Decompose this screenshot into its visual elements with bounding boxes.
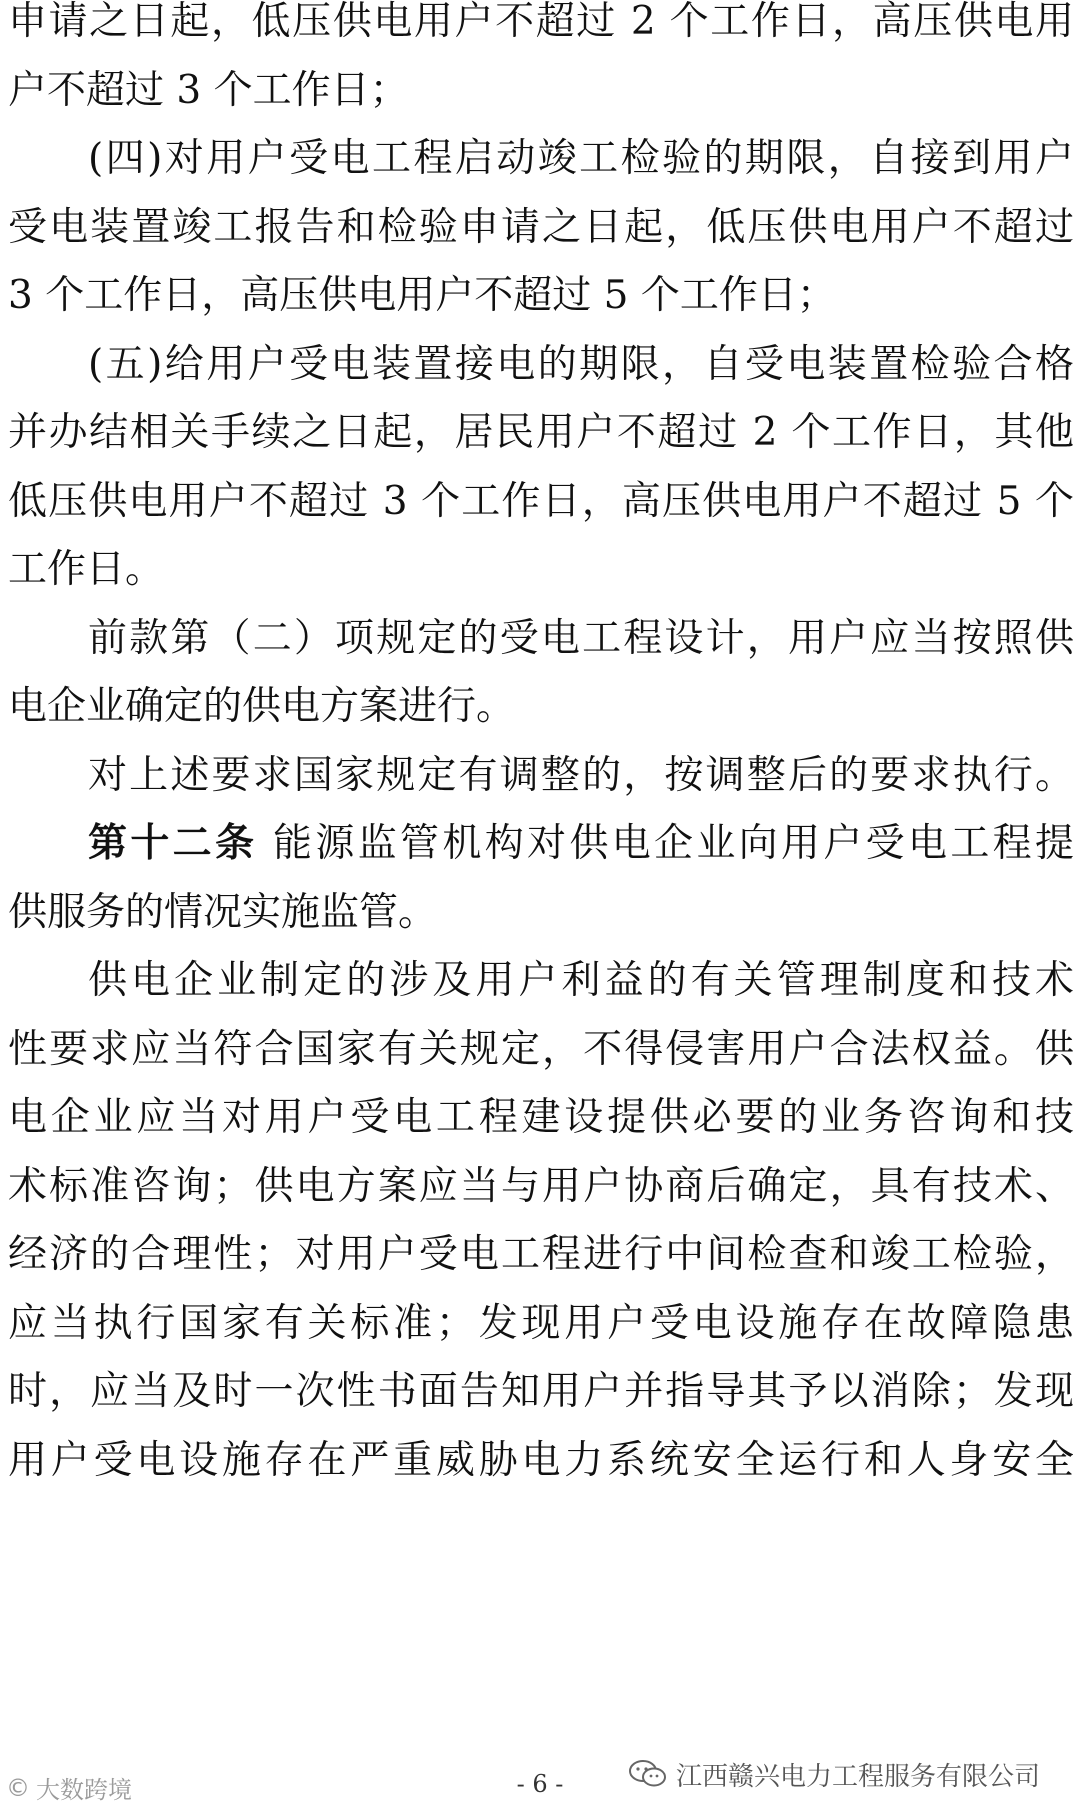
page-number: - 6 - [516, 1770, 564, 1798]
line-text: 电企业确定的供电方案进行。 [8, 684, 516, 729]
line-text: 术标准咨询；供电方案应当与用户协商后确定，具有技术、 [8, 1163, 1074, 1209]
line-text: 应当执行国家有关标准；发现用户受电设施存在故障隐患 [8, 1300, 1074, 1346]
line-text: 能源监管机构对供电企业向用户受电工程提 [257, 821, 1074, 866]
line-text: 对上述要求国家规定有调整的，按调整后的要求执行。 [88, 752, 1074, 798]
line-text: 供服务的情况实施监管。 [8, 889, 438, 935]
line-text: 并办结相关手续之日起，居民用户不超过 2 个工作日，其他 [8, 410, 1074, 455]
line-text: 用户受电设施存在严重威胁电力系统安全运行和人身安全 [8, 1437, 1074, 1483]
line-text: 工作日。 [8, 547, 165, 592]
line-text: 申请之日起，低压供电用户不超过 2 个工作日，高压供电用 [8, 0, 1074, 44]
copyright-icon: © [6, 1773, 30, 1802]
line-text: (四)对用户受电工程启动竣工检验的期限，自接到用户 [88, 136, 1074, 181]
wechat-watermark [628, 1752, 1040, 1796]
article-heading: 第十二条 [88, 821, 258, 866]
line-text: (五)给用户受电装置接电的期限，自受电装置检验合格 [88, 341, 1074, 387]
corner-logo-text: 大数跨境 [36, 1776, 132, 1804]
line-text: 户不超过 3 个工作日； [8, 67, 409, 113]
line-text: 经济的合理性；对用户受电工程进行中间检查和竣工检验， [8, 1232, 1074, 1277]
wechat-icon [628, 1758, 668, 1790]
watermark-text: 江西赣兴电力工程服务有限公司 [675, 1761, 1040, 1792]
line-text: 时，应当及时一次性书面告知用户并指导其予以消除；发现 [8, 1369, 1074, 1414]
line-text: 电企业应当对用户受电工程建设提供必要的业务咨询和技 [8, 1095, 1074, 1140]
line-text: 性要求应当符合国家有关规定，不得侵害用户合法权益。供 [8, 1026, 1074, 1072]
line-text: 供电企业制定的涉及用户利益的有关管理制度和技术 [88, 958, 1074, 1003]
line-text: 受电装置竣工报告和检验申请之日起，低压供电用户不超过 [8, 204, 1074, 250]
line-text: 前款第（二）项规定的受电工程设计，用户应当按照供 [88, 615, 1074, 661]
line-text: 低压供电用户不超过 3 个工作日，高压供电用户不超过 5 个 [8, 478, 1074, 524]
line-text: 3 个工作日，高压供电用户不超过 5 个工作日； [8, 273, 836, 318]
text-line [8, 1421, 1074, 1501]
